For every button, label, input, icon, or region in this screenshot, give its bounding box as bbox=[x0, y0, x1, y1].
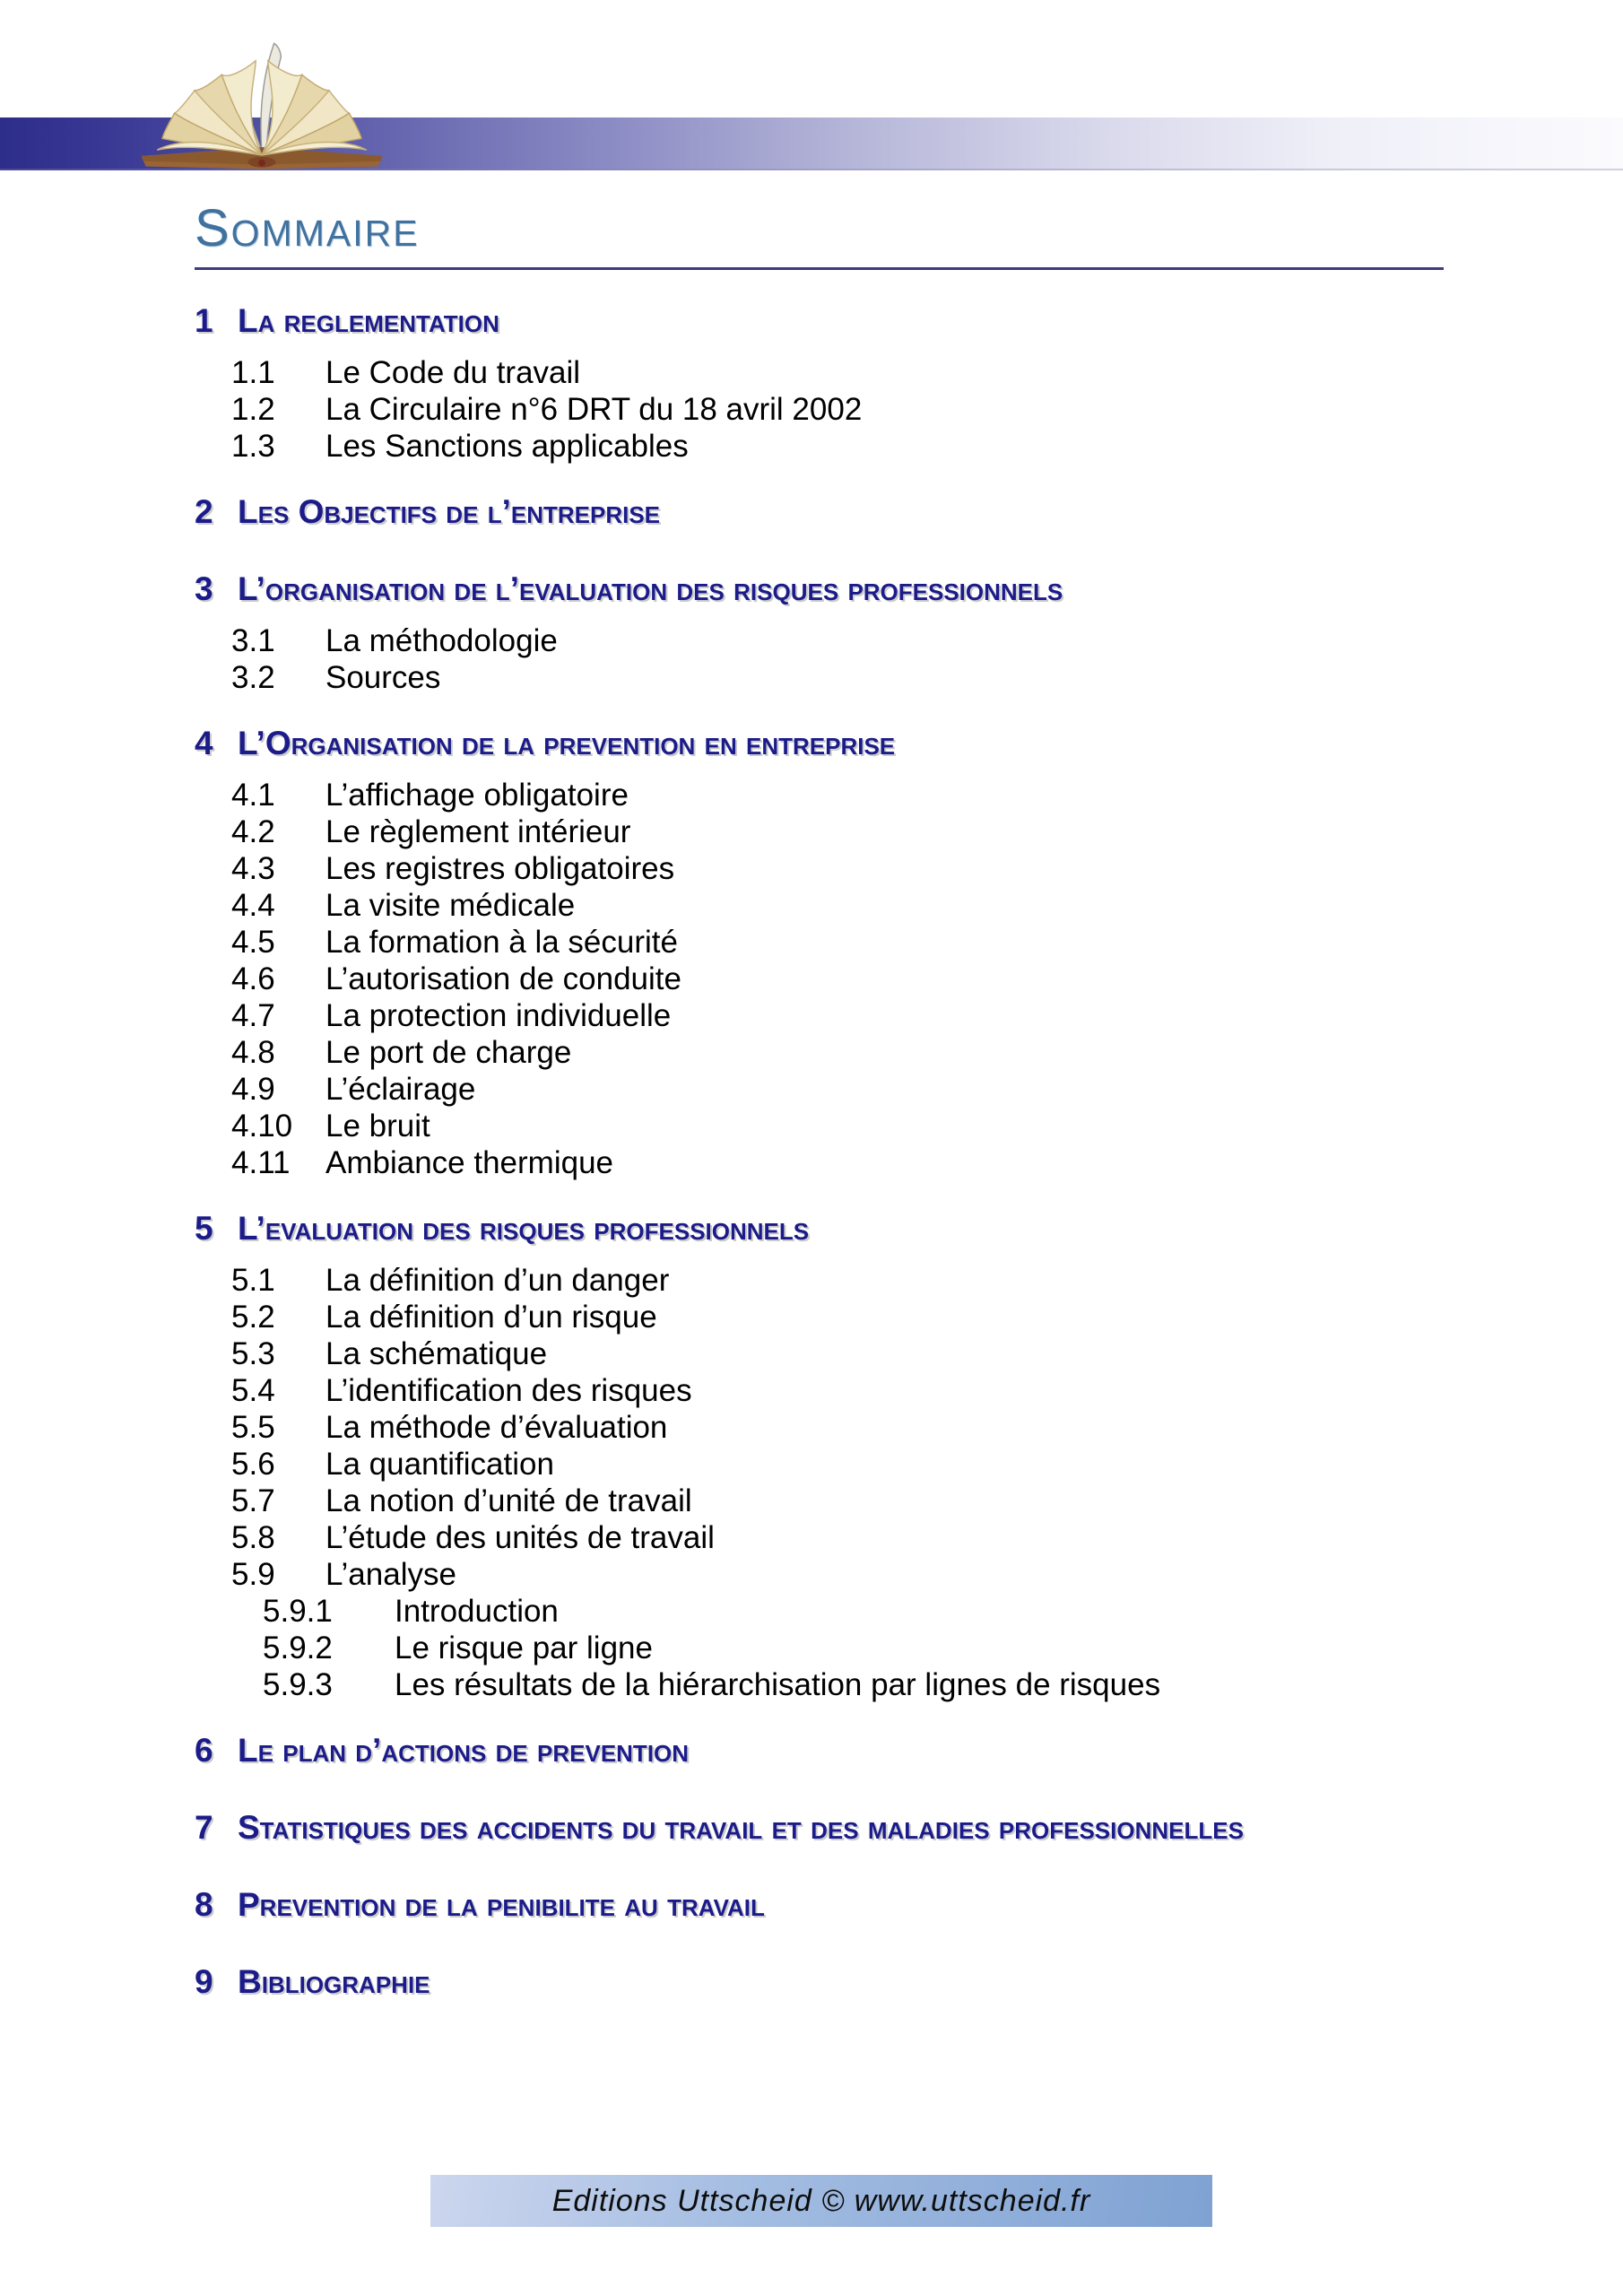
toc-section-title: Le plan d’actions de prevention bbox=[238, 1732, 690, 1769]
toc-item-number: 4.6 bbox=[231, 961, 275, 996]
toc-item-label: La protection individuelle bbox=[325, 998, 672, 1033]
toc-item-label: La schématique bbox=[325, 1336, 548, 1371]
toc-section-2 bbox=[195, 483, 1444, 542]
toc-section-title: L’organisation de l’evaluation des risques professionnels bbox=[238, 570, 1063, 607]
toc-item-label: Les registres obligatoires bbox=[325, 851, 675, 886]
toc-subitem-5-9-2 bbox=[195, 1630, 1444, 1666]
toc-item-label: La définition d’un danger bbox=[325, 1263, 670, 1298]
toc-item-number: 4.7 bbox=[231, 998, 275, 1033]
toc-item-number: 1.1 bbox=[231, 355, 275, 390]
toc-item-1-3 bbox=[195, 428, 1444, 465]
toc-item-label: Le Code du travail bbox=[325, 355, 581, 390]
toc-section-8 bbox=[195, 1875, 1444, 1935]
toc-section-5 bbox=[195, 1199, 1444, 1258]
toc-item-number: 3.2 bbox=[231, 660, 275, 695]
toc-item-5-7 bbox=[195, 1483, 1444, 1519]
toc-item-label: Ambiance thermique bbox=[325, 1145, 613, 1180]
toc-item-label: L’analyse bbox=[325, 1557, 456, 1592]
toc-section-number: 2 bbox=[195, 493, 213, 530]
toc-item-5-1 bbox=[195, 1262, 1444, 1299]
toc-section-title: Statistiques des accidents du travail et des maladies professionnelles bbox=[238, 1809, 1244, 1846]
toc-item-label: La méthode d’évaluation bbox=[325, 1410, 668, 1445]
toc-subitem-number: 5.9.1 bbox=[263, 1594, 333, 1629]
table-of-contents bbox=[195, 291, 1444, 2012]
toc-subitem-5-9-3 bbox=[195, 1666, 1444, 1703]
toc-section-number: 9 bbox=[195, 1963, 213, 2000]
toc-section-title: Les Objectifs de l’entreprise bbox=[238, 493, 661, 530]
toc-section-number: 3 bbox=[195, 570, 213, 607]
toc-item-label: Les Sanctions applicables bbox=[325, 429, 689, 464]
toc-item-number: 4.9 bbox=[231, 1072, 275, 1107]
toc-item-4-4 bbox=[195, 887, 1444, 924]
toc-section-number: 8 bbox=[195, 1886, 213, 1923]
toc-item-5-6 bbox=[195, 1446, 1444, 1483]
toc-item-label: L’identification des risques bbox=[325, 1373, 692, 1408]
toc-item-number: 4.10 bbox=[231, 1109, 293, 1144]
toc-item-label: La formation à la sécurité bbox=[325, 925, 678, 960]
toc-item-3-1 bbox=[195, 622, 1444, 659]
toc-item-4-8 bbox=[195, 1034, 1444, 1071]
toc-item-4-3 bbox=[195, 850, 1444, 887]
toc-section-3 bbox=[195, 560, 1444, 619]
content-column bbox=[195, 199, 1444, 2015]
toc-item-number: 5.1 bbox=[231, 1263, 275, 1298]
toc-item-number: 5.3 bbox=[231, 1336, 275, 1371]
toc-item-4-2 bbox=[195, 813, 1444, 850]
toc-item-1-2 bbox=[195, 391, 1444, 428]
toc-item-number: 5.4 bbox=[231, 1373, 275, 1408]
toc-item-number: 4.11 bbox=[231, 1145, 291, 1180]
toc-section-number: 7 bbox=[195, 1809, 213, 1846]
toc-section-9 bbox=[195, 1952, 1444, 2012]
toc-section-title: L’evaluation des risques professionnels bbox=[238, 1210, 810, 1247]
toc-item-5-8 bbox=[195, 1519, 1444, 1556]
toc-section-number: 5 bbox=[195, 1210, 213, 1247]
toc-section-title: L’Organisation de la prevention en entreprise bbox=[238, 725, 896, 761]
toc-item-4-9 bbox=[195, 1071, 1444, 1108]
toc-item-4-1 bbox=[195, 777, 1444, 813]
toc-item-number: 5.8 bbox=[231, 1520, 275, 1555]
toc-item-4-7 bbox=[195, 997, 1444, 1034]
toc-section-number: 6 bbox=[195, 1732, 213, 1769]
toc-subitem-label: Les résultats de la hiérarchisation par lignes de risques bbox=[395, 1667, 1161, 1702]
toc-subitem-label: Le risque par ligne bbox=[395, 1631, 653, 1665]
footer-text: Editions Uttscheid © www.uttscheid.fr bbox=[551, 2183, 1091, 2218]
toc-item-label: La visite médicale bbox=[325, 888, 576, 923]
toc-subitem-number: 5.9.3 bbox=[263, 1667, 333, 1702]
toc-item-number: 5.6 bbox=[231, 1447, 275, 1482]
toc-section-number: 1 bbox=[195, 302, 213, 339]
toc-item-5-4 bbox=[195, 1372, 1444, 1409]
toc-item-number: 5.9 bbox=[231, 1557, 275, 1592]
toc-section-7 bbox=[195, 1798, 1444, 1857]
toc-item-number: 5.5 bbox=[231, 1410, 275, 1445]
toc-item-3-2 bbox=[195, 659, 1444, 696]
toc-item-label: La méthodologie bbox=[325, 623, 558, 658]
toc-item-4-11 bbox=[195, 1144, 1444, 1181]
page-title: Sommaire bbox=[195, 199, 420, 257]
toc-item-label: Le port de charge bbox=[325, 1035, 572, 1070]
toc-subitem-label: Introduction bbox=[395, 1594, 559, 1629]
toc-subitem-number: 5.9.2 bbox=[263, 1631, 333, 1665]
toc-item-label: Sources bbox=[325, 660, 441, 695]
toc-item-label: L’affichage obligatoire bbox=[325, 778, 629, 813]
toc-item-number: 4.1 bbox=[231, 778, 275, 813]
toc-item-label: La définition d’un risque bbox=[325, 1300, 657, 1335]
toc-item-number: 5.7 bbox=[231, 1483, 275, 1518]
toc-section-4 bbox=[195, 714, 1444, 773]
toc-item-number: 1.2 bbox=[231, 392, 275, 427]
toc-item-label: La notion d’unité de travail bbox=[325, 1483, 692, 1518]
toc-item-5-3 bbox=[195, 1335, 1444, 1372]
footer-bar bbox=[430, 2175, 1212, 2227]
toc-item-number: 4.3 bbox=[231, 851, 275, 886]
title-rule bbox=[195, 267, 1444, 270]
toc-item-label: L’autorisation de conduite bbox=[325, 961, 681, 996]
toc-subitem-5-9-1 bbox=[195, 1593, 1444, 1630]
toc-item-number: 4.5 bbox=[231, 925, 275, 960]
toc-item-4-10 bbox=[195, 1108, 1444, 1144]
toc-section-title: Prevention de la penibilite au travail bbox=[238, 1886, 765, 1923]
toc-item-label: L’éclairage bbox=[325, 1072, 476, 1107]
toc-item-5-5 bbox=[195, 1409, 1444, 1446]
toc-item-label: Le bruit bbox=[325, 1109, 430, 1144]
toc-item-number: 5.2 bbox=[231, 1300, 275, 1335]
toc-item-number: 4.2 bbox=[231, 814, 275, 849]
toc-section-1 bbox=[195, 291, 1444, 351]
toc-item-number: 3.1 bbox=[231, 623, 275, 658]
toc-section-title: Bibliographie bbox=[238, 1963, 430, 2000]
toc-section-6 bbox=[195, 1721, 1444, 1780]
toc-item-label: L’étude des unités de travail bbox=[325, 1520, 715, 1555]
toc-item-number: 1.3 bbox=[231, 429, 275, 464]
toc-item-5-2 bbox=[195, 1299, 1444, 1335]
toc-item-4-6 bbox=[195, 961, 1444, 997]
toc-item-number: 4.4 bbox=[231, 888, 275, 923]
toc-item-label: La quantification bbox=[325, 1447, 554, 1482]
toc-item-1-1 bbox=[195, 354, 1444, 391]
toc-item-5-9 bbox=[195, 1556, 1444, 1593]
toc-item-label: La Circulaire n°6 DRT du 18 avril 2002 bbox=[325, 392, 863, 427]
toc-item-number: 4.8 bbox=[231, 1035, 275, 1070]
toc-item-label: Le règlement intérieur bbox=[325, 814, 631, 849]
toc-section-title: La reglementation bbox=[238, 302, 499, 339]
open-book-icon bbox=[131, 36, 393, 172]
toc-section-number: 4 bbox=[195, 725, 213, 761]
toc-item-4-5 bbox=[195, 924, 1444, 961]
